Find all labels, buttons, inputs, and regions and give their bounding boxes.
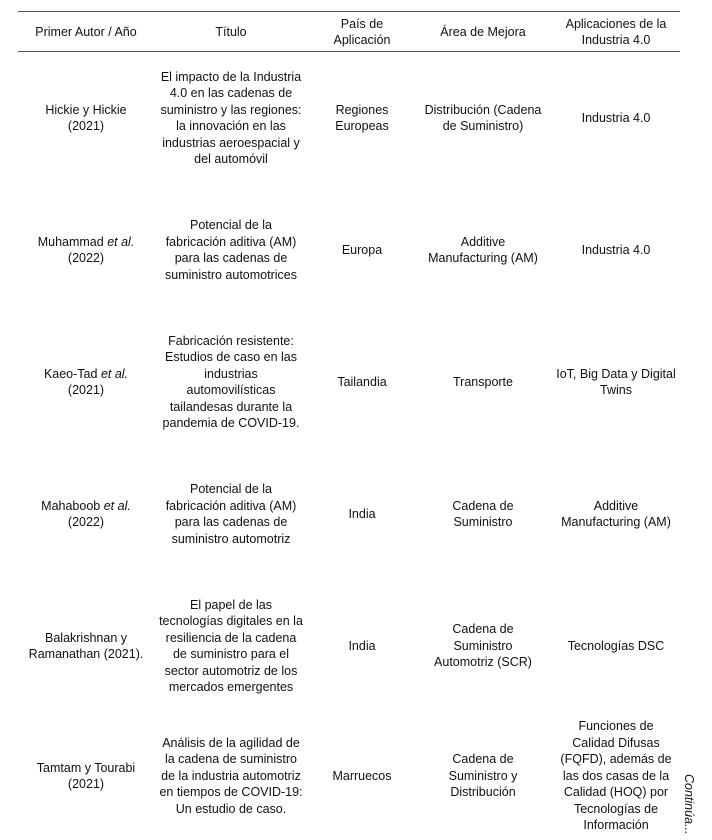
header-apps: Aplicaciones de la Industria 4.0 [565, 16, 667, 47]
cell-area: Distribución (Cadena de Suministro) [424, 102, 542, 133]
cell-apps: Industria 4.0 [581, 110, 651, 125]
cell-area: Transporte [453, 374, 513, 389]
cell-area: Cadena de Suministro Automotriz (SCR) [434, 622, 532, 670]
cell-apps: Additive Manufacturing (AM) [561, 498, 671, 529]
cell-author: Hickie y Hickie (2021) [45, 102, 127, 133]
header-country: País de Aplicación [333, 16, 391, 47]
cell-title: Fabricación resistente: Estudios de caso en las industrias automovilísticas tailandesas durante la pandemia de COVID-19. [162, 333, 300, 430]
continued-label: Continúa... [682, 774, 696, 835]
cell-area: Cadena de Suministro y Distribución [448, 752, 518, 800]
author-etal: et al. [100, 366, 129, 381]
author-etal: et al. [103, 498, 131, 513]
header-title: Título [215, 24, 247, 39]
header-area: Área de Mejora [440, 24, 526, 39]
author-name: Kaeo-Tad [43, 366, 98, 381]
cell-area: Additive Manufacturing (AM) [428, 234, 538, 265]
author-year: (2021) [67, 383, 105, 397]
cell-country: Regiones Europeas [335, 102, 389, 133]
cell-title: Potencial de la fabricación aditiva (AM) para las cadenas de suministro automotriz [165, 482, 297, 546]
cell-author: Tamtam y Tourabi (2021) [36, 760, 136, 791]
cell-title: El papel de las tecnologías digitales en la resiliencia de la cadena de suministro para el sector automotriz de los mercados emergentes [159, 597, 303, 694]
cell-apps: Industria 4.0 [581, 242, 651, 257]
cell-country: India [348, 638, 376, 653]
author-etal: et al. [107, 234, 135, 249]
cell-author [22, 448, 150, 580]
cell-country: India [348, 506, 376, 521]
author-name: Muhammad [37, 234, 104, 249]
author-year: (2022) [67, 251, 105, 265]
cell-author [22, 184, 150, 316]
cell-title: Análisis de la agilidad de la cadena de suministro de la industria automotriz en tiempos de COVID-19: Un estudio de caso. [159, 735, 303, 816]
cell-author [22, 316, 150, 448]
cell-country: Tailandia [337, 374, 387, 389]
cell-apps: Tecnologías DSC [567, 638, 665, 653]
cell-apps: IoT, Big Data y Digital Twins [556, 366, 676, 397]
cell-country: Europa [341, 242, 383, 257]
cell-country: Marruecos [332, 768, 392, 783]
header-author: Primer Autor / Año [35, 24, 137, 39]
author-name: Mahaboob [41, 498, 101, 513]
cell-title: El impacto de la Industria 4.0 en las cadenas de suministro y las regiones: la innovación en las industrias aeroespacial y del automóvil [160, 69, 302, 166]
cell-title: Potencial de la fabricación aditiva (AM) para las cadenas de suministro automotrices [165, 218, 297, 282]
author-year: (2022) [67, 515, 105, 529]
cell-author: Balakrishnan y Ramanathan (2021). [28, 630, 144, 661]
cell-apps: Funciones de Calidad Difusas (FQFD), además de las dos casas de la Calidad (HOQ) por Tecnologías de Información [560, 719, 672, 833]
cell-area: Cadena de Suministro [452, 498, 514, 529]
